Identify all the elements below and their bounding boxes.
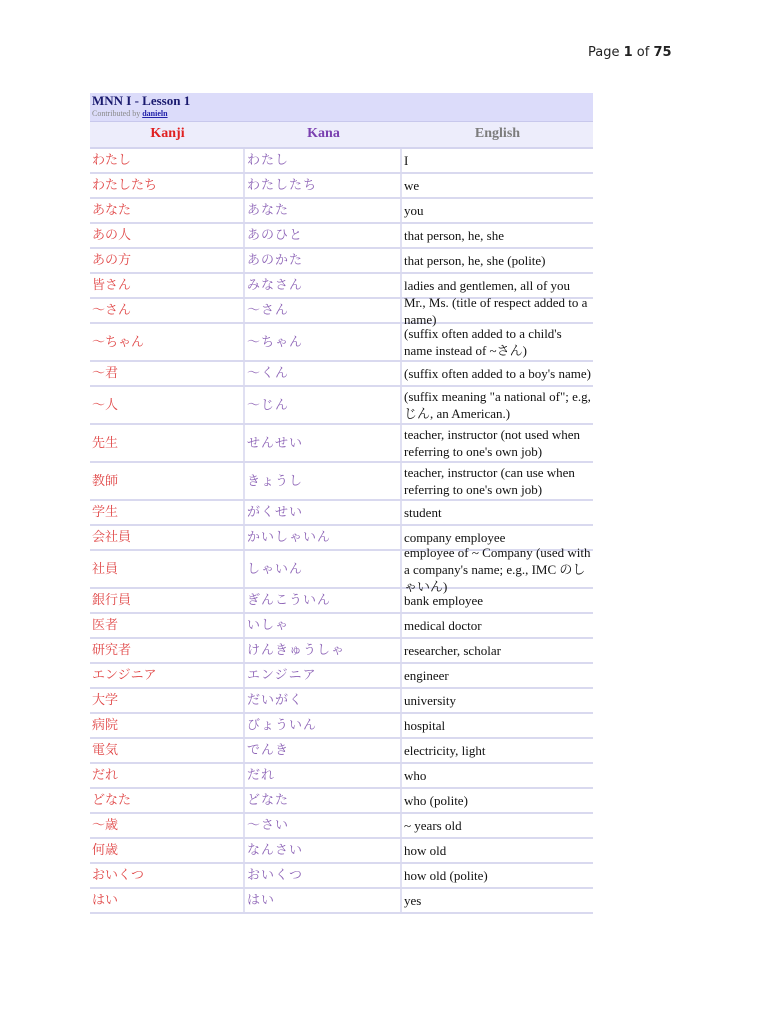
kanji-cell: わたし xyxy=(90,149,245,172)
kanji-cell: だれ xyxy=(90,764,245,787)
kana-cell: びょういん xyxy=(245,714,402,737)
table-row xyxy=(90,149,593,174)
english-cell: (suffix meaning "a national of"; e.g, じん, an American.) xyxy=(404,389,591,421)
english-cell: who (polite) xyxy=(404,793,468,808)
english-cell: engineer xyxy=(404,668,449,683)
english-cell: university xyxy=(404,693,456,708)
table-row xyxy=(90,463,593,501)
kanji-cell: 何歳 xyxy=(90,839,245,862)
kana-cell: がくせい xyxy=(245,501,402,524)
english-cell: I xyxy=(404,153,409,168)
table-row xyxy=(90,714,593,739)
english-cell: company employee xyxy=(404,530,506,545)
english-cell: ladies and gentlemen, all of you xyxy=(404,278,571,293)
english-cell: how old xyxy=(404,843,447,858)
column-headers xyxy=(90,122,593,149)
table-row xyxy=(90,249,593,274)
english-cell: (suffix often added to a child's name instead of ~さん) xyxy=(404,326,562,358)
english-cell: electricity, light xyxy=(404,743,486,758)
column-header-kana: Kana xyxy=(307,126,340,141)
kana-cell: けんきゅうしゃ xyxy=(245,639,402,662)
kana-cell: あのかた xyxy=(245,249,402,272)
english-cell: ~ years old xyxy=(404,818,462,833)
english-cell: you xyxy=(404,203,424,218)
kana-cell: ～さん xyxy=(245,299,402,322)
table-row xyxy=(90,544,593,594)
english-cell: researcher, scholar xyxy=(404,643,501,658)
table-row xyxy=(90,814,593,839)
kana-cell: はい xyxy=(245,889,402,912)
kanji-cell: あの方 xyxy=(90,249,245,272)
kana-cell: いしゃ xyxy=(245,614,402,637)
column-header-kanji: Kanji xyxy=(150,126,185,141)
kana-cell: せんせい xyxy=(245,425,402,461)
table-row xyxy=(90,224,593,249)
table-row xyxy=(90,889,593,914)
kana-cell: わたし xyxy=(245,149,402,172)
kana-cell: かいしゃいん xyxy=(245,526,402,549)
vocabulary-sheet xyxy=(90,93,593,914)
kanji-cell: 社員 xyxy=(90,551,245,587)
table-row xyxy=(90,639,593,664)
table-row xyxy=(90,739,593,764)
kanji-cell: 会社員 xyxy=(90,526,245,549)
kanji-cell: わたしたち xyxy=(90,174,245,197)
vocabulary-rows xyxy=(90,149,593,914)
kana-cell: わたしたち xyxy=(245,174,402,197)
kanji-cell: 大学 xyxy=(90,689,245,712)
english-cell: bank employee xyxy=(404,593,484,608)
kanji-cell: 学生 xyxy=(90,501,245,524)
table-row xyxy=(90,174,593,199)
kana-cell: だいがく xyxy=(245,689,402,712)
kanji-cell: どなた xyxy=(90,789,245,812)
kanji-cell: 先生 xyxy=(90,425,245,461)
kana-cell: おいくつ xyxy=(245,864,402,887)
kanji-cell: ～ちゃん xyxy=(90,324,245,360)
table-row xyxy=(90,764,593,789)
table-row xyxy=(90,614,593,639)
kana-cell: ～くん xyxy=(245,362,402,385)
kanji-cell: 研究者 xyxy=(90,639,245,662)
kanji-cell: はい xyxy=(90,889,245,912)
contributed-label: Contributed by xyxy=(92,109,143,118)
english-cell: that person, he, she (polite) xyxy=(404,253,546,268)
english-cell: hospital xyxy=(404,718,446,733)
table-row xyxy=(90,294,593,327)
kana-cell: みなさん xyxy=(245,274,402,297)
kana-cell: あのひと xyxy=(245,224,402,247)
english-cell: (suffix often added to a boy's name) xyxy=(404,366,591,381)
table-row xyxy=(90,689,593,714)
kanji-cell: ～歳 xyxy=(90,814,245,837)
page-counter xyxy=(588,45,688,60)
table-row xyxy=(90,789,593,814)
kana-cell: ぎんこういん xyxy=(245,589,402,612)
kana-cell: だれ xyxy=(245,764,402,787)
kana-cell: どなた xyxy=(245,789,402,812)
kana-cell: エンジニア xyxy=(245,664,402,687)
table-row xyxy=(90,425,593,463)
english-cell: student xyxy=(404,505,442,520)
table-row xyxy=(90,324,593,362)
english-cell: teacher, instructor (can use when referring to one's own job) xyxy=(404,465,575,497)
kana-cell: ～さい xyxy=(245,814,402,837)
kana-cell: ～じん xyxy=(245,387,402,423)
english-cell: teacher, instructor (not used when referring to one's own job) xyxy=(404,427,581,459)
table-row xyxy=(90,839,593,864)
kana-cell: あなた xyxy=(245,199,402,222)
kanji-cell: ～人 xyxy=(90,387,245,423)
english-cell: Mr., Ms. (title of respect added to a name) xyxy=(404,294,588,327)
english-cell: that person, he, she xyxy=(404,228,505,243)
page-of-label: of xyxy=(632,45,654,60)
table-row xyxy=(90,199,593,224)
english-cell: how old (polite) xyxy=(404,868,488,883)
english-cell: employee of ~ Company (used with a company's name; e.g., IMC のしゃいん) xyxy=(404,544,591,594)
kanji-cell: ～さん xyxy=(90,299,245,322)
page-total: 75 xyxy=(653,45,672,60)
kana-cell: きょうし xyxy=(245,463,402,499)
lesson-header xyxy=(90,93,593,122)
contributor-link[interactable]: danieln xyxy=(142,109,168,118)
kana-cell: しゃいん xyxy=(245,551,402,587)
lesson-title: MNN I - Lesson 1 xyxy=(92,93,191,108)
kanji-cell: あの人 xyxy=(90,224,245,247)
kanji-cell: 教師 xyxy=(90,463,245,499)
english-cell: we xyxy=(404,178,420,193)
table-row xyxy=(90,589,593,614)
table-row xyxy=(90,664,593,689)
english-cell: medical doctor xyxy=(404,618,482,633)
kanji-cell: 銀行員 xyxy=(90,589,245,612)
page-current: 1 xyxy=(623,45,633,60)
kana-cell: でんき xyxy=(245,739,402,762)
kanji-cell: あなた xyxy=(90,199,245,222)
kanji-cell: おいくつ xyxy=(90,864,245,887)
kanji-cell: ～君 xyxy=(90,362,245,385)
table-row xyxy=(90,501,593,526)
table-row xyxy=(90,864,593,889)
kanji-cell: 医者 xyxy=(90,614,245,637)
kanji-cell: 電気 xyxy=(90,739,245,762)
kana-cell: ～ちゃん xyxy=(245,324,402,360)
english-cell: yes xyxy=(404,893,422,908)
kanji-cell: 皆さん xyxy=(90,274,245,297)
kana-cell: なんさい xyxy=(245,839,402,862)
contributed-by xyxy=(92,109,593,119)
page-label: Page xyxy=(588,45,624,60)
kanji-cell: 病院 xyxy=(90,714,245,737)
table-row xyxy=(90,387,593,425)
kanji-cell: エンジニア xyxy=(90,664,245,687)
table-row xyxy=(90,362,593,387)
english-cell: who xyxy=(404,768,427,783)
column-header-english: English xyxy=(474,126,521,141)
